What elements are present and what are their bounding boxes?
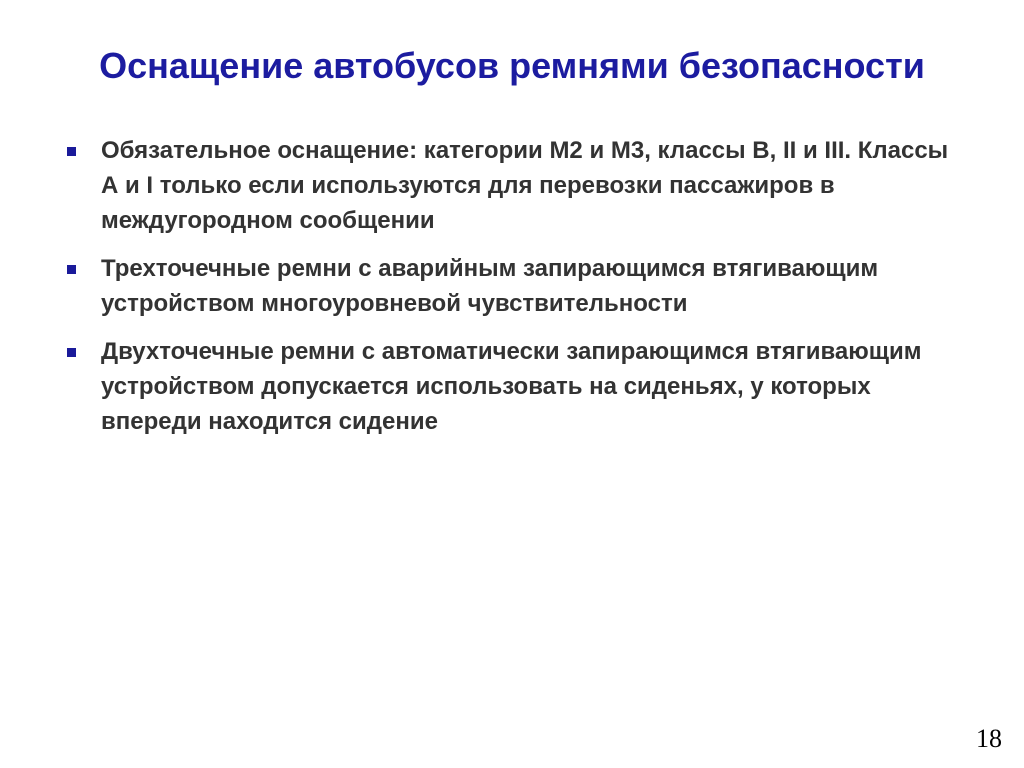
bullet-item [0, 334, 1024, 439]
bullet-text: Обязательное оснащение: категории М2 и М3, классы B, II и III. Классы А и I только если используются для перевозки пассажиров в междугородном сообщении [101, 137, 949, 234]
page-number: 18 [976, 724, 1002, 753]
bullet-text: Двухточечные ремни с автоматически запирающимся втягивающим устройством допускается использовать на сиденьях, у которых впереди находится сидение [101, 338, 922, 435]
square-bullet-icon [67, 147, 76, 156]
bullet-item [0, 133, 1024, 238]
bullet-text: Трехточечные ремни с аварийным запирающимся втягивающим устройством многоуровневой чувствительности [101, 255, 879, 317]
bullet-item [0, 251, 1024, 321]
bullet-list [0, 133, 1024, 452]
slide-title: Оснащение автобусов ремнями безопасности [99, 45, 925, 86]
square-bullet-icon [67, 265, 76, 274]
square-bullet-icon [67, 348, 76, 357]
